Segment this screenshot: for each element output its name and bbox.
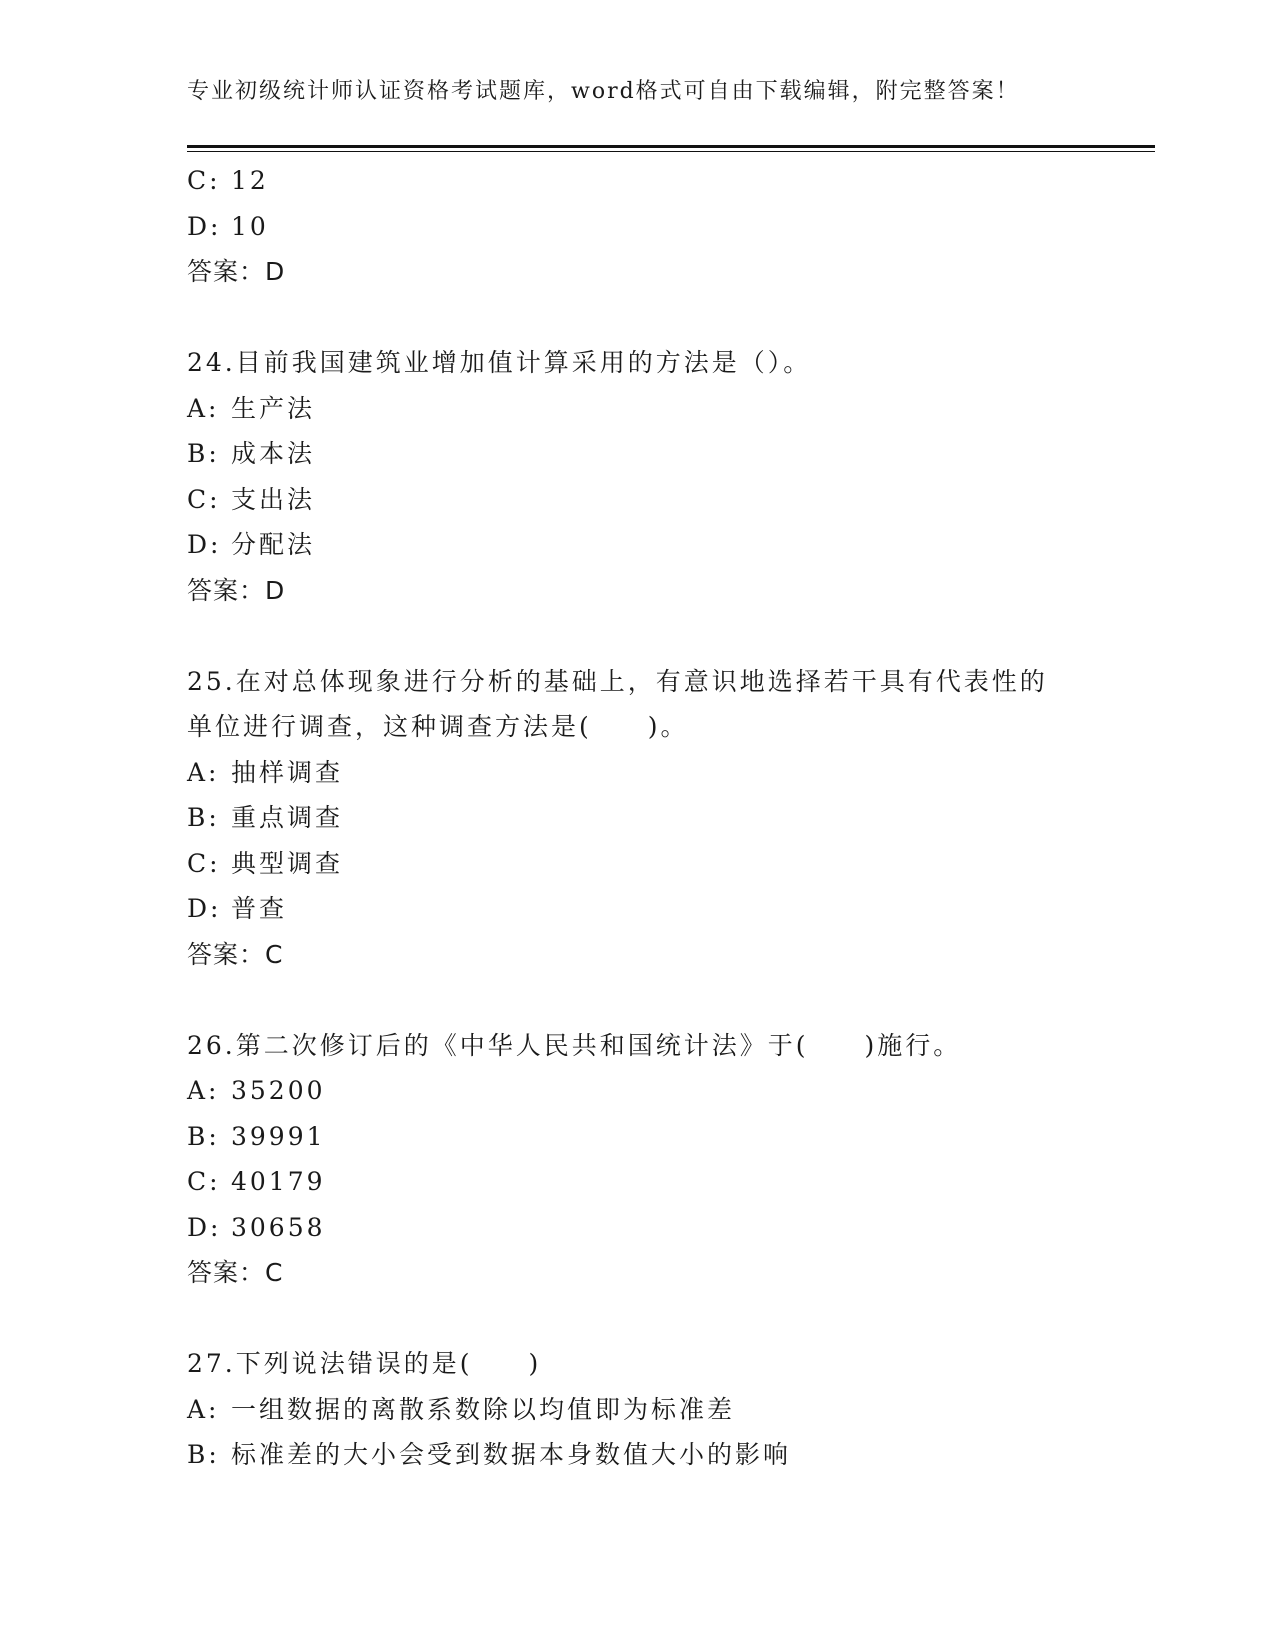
option-line: D: 30658 [187,1212,326,1242]
option-line: B: 39991 [187,1121,326,1151]
header-rule-thick [187,145,1155,148]
question-block-prev [187,158,1147,295]
answer-line: 答案：C [187,939,284,969]
question-text: 单位进行调查，这种调查方法是( )。 [187,712,689,741]
question-text: 25.在对总体现象进行分析的基础上，有意识地选择若干具有代表性的 [187,666,1048,696]
option-line: A: 生产法 [187,393,316,423]
question-block-25 [187,659,1147,978]
question-list [187,158,1147,1478]
question-block-26 [187,1023,1147,1296]
option-line: B: 成本法 [187,439,316,468]
option-line: C: 12 [187,166,269,195]
option-line: B: 标准差的大小会受到数据本身数值大小的影响 [187,1440,792,1469]
page-header: 专业初级统计师认证资格考试题库，word格式可自由下载编辑，附完整答案！ [187,79,1020,104]
option-line: C: 40179 [187,1167,326,1196]
option-line: D: 普查 [187,894,288,923]
option-line: B: 重点调查 [187,803,344,832]
option-line: A: 一组数据的离散系数除以均值即为标准差 [187,1394,736,1424]
question-block-24 [187,340,1147,613]
answer-line: 答案：D [187,257,286,286]
option-line: C: 支出法 [187,484,316,514]
question-block-27 [187,1341,1147,1478]
question-text: 24.目前我国建筑业增加值计算采用的方法是（）。 [187,348,812,377]
option-line: A: 抽样调查 [187,757,344,787]
question-text: 26.第二次修订后的《中华人民共和国统计法》于( )施行。 [187,1030,962,1060]
header-rule-thin [187,151,1155,152]
question-text: 27.下列说法错误的是( ) [187,1349,542,1378]
option-line: D: 10 [187,211,269,241]
answer-line: 答案：D [187,575,286,605]
option-line: C: 典型调查 [187,848,344,878]
answer-line: 答案：C [187,1258,284,1287]
option-line: A: 35200 [187,1076,326,1105]
option-line: D: 分配法 [187,530,316,559]
